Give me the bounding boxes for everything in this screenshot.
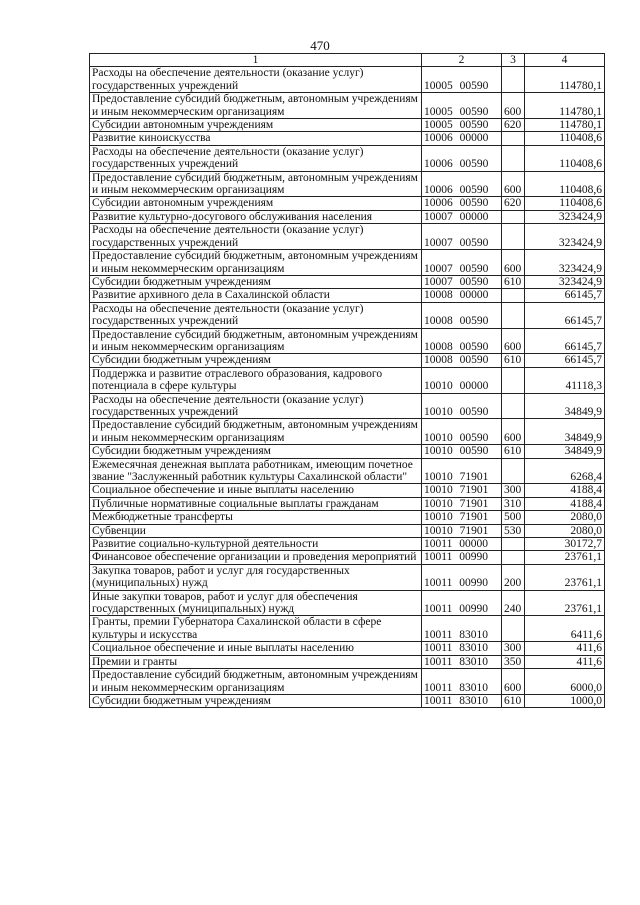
row-code: 10005 00590 [422, 119, 502, 132]
row-code: 10006 00000 [422, 132, 502, 145]
row-amount: 323424,9 [525, 210, 605, 223]
row-name: Субсидии автономным учреждениям [90, 119, 422, 132]
row-name: Субсидии бюджетным учреждениям [90, 354, 422, 367]
row-code: 10011 00990 [422, 564, 502, 590]
table-row [90, 669, 605, 695]
row-vr [502, 210, 525, 223]
row-vr [502, 145, 525, 171]
row-amount: 110408,6 [525, 145, 605, 171]
table-row [90, 275, 605, 288]
table-row [90, 393, 605, 419]
row-amount: 6000,0 [525, 669, 605, 695]
row-name: Субсидии автономным учреждениям [90, 197, 422, 210]
row-name: Гранты, премии Губернатора Сахалинской области в сфере культуры и искусства [90, 616, 422, 642]
row-vr [502, 538, 525, 551]
row-amount: 34849,9 [525, 393, 605, 419]
row-amount: 323424,9 [525, 224, 605, 250]
row-name: Расходы на обеспечение деятельности (оказание услуг) государственных учреждений [90, 67, 422, 93]
row-code: 10007 00590 [422, 224, 502, 250]
table-row [90, 524, 605, 537]
row-name: Развитие киноискусства [90, 132, 422, 145]
table-row [90, 171, 605, 197]
row-name: Предоставление субсидий бюджетным, автономным учреждениям и иным некоммерческим организациям [90, 419, 422, 445]
table-row [90, 642, 605, 655]
row-code: 10010 71901 [422, 497, 502, 510]
table-row [90, 655, 605, 668]
row-vr [502, 393, 525, 419]
table-row [90, 302, 605, 328]
row-amount: 411,6 [525, 655, 605, 668]
row-code: 10008 00590 [422, 328, 502, 354]
row-amount: 110408,6 [525, 197, 605, 210]
row-vr [502, 551, 525, 564]
row-vr: 500 [502, 511, 525, 524]
row-name: Расходы на обеспечение деятельности (оказание услуг) государственных учреждений [90, 224, 422, 250]
row-code: 10008 00590 [422, 302, 502, 328]
row-vr [502, 616, 525, 642]
row-code: 10011 83010 [422, 616, 502, 642]
row-code: 10010 00000 [422, 367, 502, 393]
row-vr: 200 [502, 564, 525, 590]
table-row [90, 538, 605, 551]
row-amount: 2080,0 [525, 524, 605, 537]
table-row [90, 354, 605, 367]
row-vr [502, 67, 525, 93]
table-body [90, 67, 605, 708]
row-vr: 350 [502, 655, 525, 668]
row-code: 10006 00590 [422, 197, 502, 210]
row-amount: 114780,1 [525, 67, 605, 93]
table-row [90, 564, 605, 590]
row-amount: 411,6 [525, 642, 605, 655]
row-amount: 114780,1 [525, 119, 605, 132]
column-header-code: 2 [422, 54, 502, 67]
row-code: 10006 00590 [422, 171, 502, 197]
row-vr: 300 [502, 484, 525, 497]
column-header-amount: 4 [525, 54, 605, 67]
row-name: Субвенции [90, 524, 422, 537]
table-row [90, 497, 605, 510]
row-vr: 610 [502, 275, 525, 288]
row-amount: 34849,9 [525, 445, 605, 458]
row-code: 10005 00590 [422, 67, 502, 93]
table-row [90, 197, 605, 210]
row-name: Предоставление субсидий бюджетным, автономным учреждениям и иным некоммерческим организациям [90, 171, 422, 197]
row-code: 10011 83010 [422, 694, 502, 707]
row-amount: 66145,7 [525, 289, 605, 302]
row-code: 10011 00000 [422, 538, 502, 551]
row-vr [502, 302, 525, 328]
table-header [90, 54, 605, 67]
table-row [90, 367, 605, 393]
row-name: Публичные нормативные социальные выплаты гражданам [90, 497, 422, 510]
table-row [90, 694, 605, 707]
row-vr: 300 [502, 642, 525, 655]
row-amount: 34849,9 [525, 419, 605, 445]
row-vr: 600 [502, 419, 525, 445]
row-vr: 310 [502, 497, 525, 510]
row-vr: 600 [502, 669, 525, 695]
row-amount: 66145,7 [525, 302, 605, 328]
row-vr: 600 [502, 328, 525, 354]
row-code: 10007 00590 [422, 250, 502, 276]
row-code: 10005 00590 [422, 93, 502, 119]
row-name: Социальное обеспечение и иные выплаты населению [90, 484, 422, 497]
row-name: Премии и гранты [90, 655, 422, 668]
row-vr: 620 [502, 197, 525, 210]
column-header-vr: 3 [502, 54, 525, 67]
row-name: Расходы на обеспечение деятельности (оказание услуг) государственных учреждений [90, 302, 422, 328]
row-name: Развитие социально-культурной деятельности [90, 538, 422, 551]
row-vr [502, 224, 525, 250]
row-vr: 530 [502, 524, 525, 537]
header-row [90, 54, 605, 67]
row-vr: 600 [502, 93, 525, 119]
table-row [90, 210, 605, 223]
row-amount: 23761,1 [525, 551, 605, 564]
row-amount: 6411,6 [525, 616, 605, 642]
row-name: Расходы на обеспечение деятельности (оказание услуг) государственных учреждений [90, 145, 422, 171]
row-amount: 4188,4 [525, 484, 605, 497]
row-name: Предоставление субсидий бюджетным, автономным учреждениям и иным некоммерческим организациям [90, 328, 422, 354]
row-amount: 30172,7 [525, 538, 605, 551]
row-name: Ежемесячная денежная выплата работникам, имеющим почетное звание "Заслуженный работник культуры Сахалинской области" [90, 458, 422, 484]
row-amount: 323424,9 [525, 250, 605, 276]
table-row [90, 419, 605, 445]
row-amount: 323424,9 [525, 275, 605, 288]
row-name: Субсидии бюджетным учреждениям [90, 694, 422, 707]
row-vr [502, 458, 525, 484]
table-row [90, 250, 605, 276]
row-amount: 2080,0 [525, 511, 605, 524]
row-vr [502, 367, 525, 393]
row-code: 10011 83010 [422, 642, 502, 655]
row-code: 10010 00590 [422, 393, 502, 419]
row-amount: 4188,4 [525, 497, 605, 510]
row-vr: 600 [502, 171, 525, 197]
row-name: Социальное обеспечение и иные выплаты населению [90, 642, 422, 655]
row-amount: 110408,6 [525, 132, 605, 145]
row-amount: 110408,6 [525, 171, 605, 197]
column-header-name: 1 [90, 54, 422, 67]
row-name: Субсидии бюджетным учреждениям [90, 445, 422, 458]
table-row [90, 616, 605, 642]
row-code: 10007 00000 [422, 210, 502, 223]
row-code: 10011 83010 [422, 669, 502, 695]
row-code: 10008 00590 [422, 354, 502, 367]
row-code: 10008 00000 [422, 289, 502, 302]
table-row [90, 551, 605, 564]
row-name: Иные закупки товаров, работ и услуг для обеспечения государственных (муниципальных) нужд [90, 590, 422, 616]
row-code: 10011 83010 [422, 655, 502, 668]
row-vr [502, 132, 525, 145]
row-name: Предоставление субсидий бюджетным, автономным учреждениям и иным некоммерческим организациям [90, 669, 422, 695]
table-row [90, 93, 605, 119]
row-vr: 620 [502, 119, 525, 132]
table-row [90, 132, 605, 145]
table-row [90, 224, 605, 250]
row-amount: 23761,1 [525, 564, 605, 590]
row-code: 10007 00590 [422, 275, 502, 288]
row-amount: 114780,1 [525, 93, 605, 119]
row-amount: 41118,3 [525, 367, 605, 393]
row-name: Закупка товаров, работ и услуг для государственных (муниципальных) нужд [90, 564, 422, 590]
table-row [90, 145, 605, 171]
table-row [90, 328, 605, 354]
row-vr [502, 289, 525, 302]
row-name: Предоставление субсидий бюджетным, автономным учреждениям и иным некоммерческим организациям [90, 250, 422, 276]
row-code: 10010 71901 [422, 511, 502, 524]
row-code: 10010 00590 [422, 419, 502, 445]
table-row [90, 445, 605, 458]
row-code: 10010 71901 [422, 458, 502, 484]
row-code: 10006 00590 [422, 145, 502, 171]
row-vr: 240 [502, 590, 525, 616]
row-name: Развитие культурно-досугового обслуживания населения [90, 210, 422, 223]
row-vr: 610 [502, 694, 525, 707]
row-code: 10010 71901 [422, 484, 502, 497]
budget-table [89, 53, 605, 708]
row-name: Расходы на обеспечение деятельности (оказание услуг) государственных учреждений [90, 393, 422, 419]
table-row [90, 119, 605, 132]
row-code: 10011 00990 [422, 551, 502, 564]
row-amount: 1000,0 [525, 694, 605, 707]
table-row [90, 511, 605, 524]
row-name: Развитие архивного дела в Сахалинской области [90, 289, 422, 302]
page-number: 470 [310, 38, 330, 53]
row-name: Финансовое обеспечение организации и проведения мероприятий [90, 551, 422, 564]
row-code: 10011 00990 [422, 590, 502, 616]
table-row [90, 289, 605, 302]
row-vr: 600 [502, 250, 525, 276]
row-amount: 66145,7 [525, 328, 605, 354]
row-amount: 6268,4 [525, 458, 605, 484]
table-row [90, 590, 605, 616]
row-code: 10010 00590 [422, 445, 502, 458]
row-vr: 610 [502, 354, 525, 367]
row-vr: 610 [502, 445, 525, 458]
table-row [90, 67, 605, 93]
row-code: 10010 71901 [422, 524, 502, 537]
row-amount: 66145,7 [525, 354, 605, 367]
row-amount: 23761,1 [525, 590, 605, 616]
table-row [90, 458, 605, 484]
table-row [90, 484, 605, 497]
row-name: Поддержка и развитие отраслевого образования, кадрового потенциала в сфере культуры [90, 367, 422, 393]
row-name: Субсидии бюджетным учреждениям [90, 275, 422, 288]
row-name: Межбюджетные трансферты [90, 511, 422, 524]
row-name: Предоставление субсидий бюджетным, автономным учреждениям и иным некоммерческим организациям [90, 93, 422, 119]
